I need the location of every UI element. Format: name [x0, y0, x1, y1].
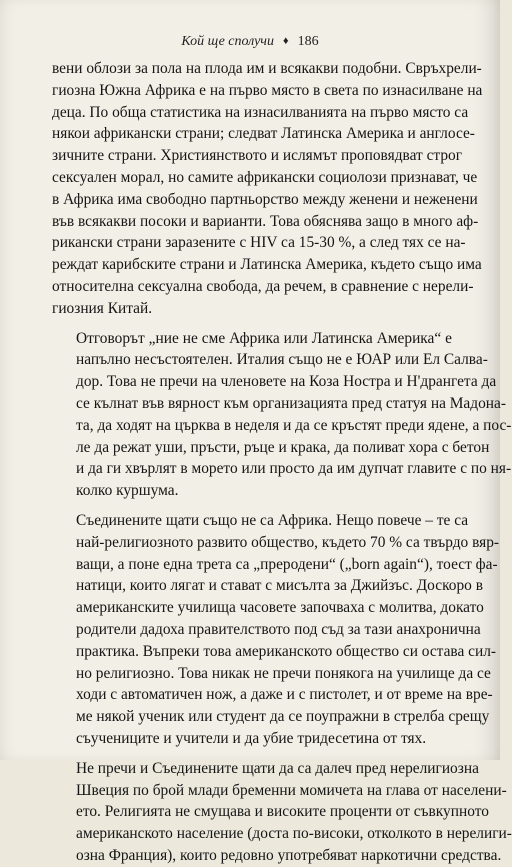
paragraph	[52, 328, 512, 502]
text-line: някои африкански страни; следват Латинска Америка и англосе-	[52, 125, 475, 143]
text-line: практика. Въпреки това американското общество си остава сил-	[76, 642, 497, 660]
text-line: американските училища часовете започваха с молитва, докато	[76, 599, 484, 617]
text-line: вени облози за пола на плода им и всякакви подобни. Свръхрели-	[52, 60, 482, 77]
text-line: озна Франция), които редовно употребяват наркотични средства.	[76, 846, 502, 864]
text-line: ващи, а поне една трета са „преродени“ („born again“), тоест фа-	[76, 555, 498, 573]
text-line: относителна сексуална свобода, да речем, в сравнение с нерели-	[52, 277, 474, 295]
text-line: сексуален морал, но самите африкански социолози признават, че	[52, 168, 478, 186]
text-line: най-религиозното развито общество, където 70 % са твърдо вяр-	[76, 533, 500, 551]
text-line: та, да ходят на църква в неделя и да се кръстят преди ядене, а пос-	[76, 416, 512, 434]
text-line: рикански страни заразените с HIV са 15-30 %, а след тях се на-	[52, 234, 466, 252]
text-line: ле да режат уши, пръсти, ръце и крака, да поливат хора с бетон	[76, 438, 490, 456]
body-text	[52, 58, 512, 867]
text-line: Отговорът „ние не сме Африка или Латинска Америка“ е	[76, 329, 452, 347]
text-line: зичните страни. Християнството и ислямът проповядват строг	[52, 147, 463, 165]
text-line: ходи с автоматичен нож, а даже и с пистолет, и от време на вре-	[76, 686, 493, 704]
text-line: гиозния Китай.	[52, 299, 153, 317]
text-line: ме някой ученик или студент да се поупражни в стрелба срещу	[76, 708, 490, 726]
text-line: но религиозно. Това никак не пречи понякога на училище да се	[76, 664, 491, 682]
text-line: ето. Религията не смущава и високите проценти от съвкупното	[76, 803, 489, 821]
text-line: и да ги хвърлят в морето или просто да им дупчат главите с по ня-	[76, 460, 512, 478]
text-line: колко куршума.	[76, 482, 179, 500]
paragraph	[52, 58, 483, 320]
text-line: родители дадоха правителството под съд за тази анахронична	[76, 620, 481, 638]
running-title: Кой ще сполучи	[181, 34, 274, 49]
text-line: напълно несъстоятелен. Италия също не е ЮАР или Ел Салва-	[76, 351, 488, 369]
text-line: Съединените щати също не са Африка. Нещо повече – те са	[76, 511, 469, 529]
text-line: гиозна Южна Африка е на първо място в света по изнасилване на	[52, 81, 483, 99]
text-line: Не пречи и Съединените щати да са далеч пред нерелигиозна	[76, 759, 479, 777]
text-line: дор. Това не пречи на членовете на Коза Ностра и Н'дрангета да	[76, 373, 497, 391]
text-line: в Африка има свободно партньорство между женени и неженени	[52, 190, 478, 208]
paragraph	[52, 510, 500, 750]
text-line: във всякакви посоки и варианти. Това обяснява защо в много аф-	[52, 212, 479, 230]
text-line: реждат карибските страни и Латинска Америка, където също има	[52, 256, 482, 274]
text-line: съучениците и учители и да убие тридесетина от тях.	[76, 729, 427, 747]
text-line: Швеция по брой млади бременни момичета на глава от населени-	[76, 781, 507, 799]
text-line: се кълнат във вярност към организацията пред статуя на Мадона-	[76, 394, 506, 412]
page-number: 186	[297, 34, 319, 49]
paragraph	[52, 758, 512, 867]
text-line: натици, които лягат и стават с мисълта за Джийзъс. Доскоро в	[76, 577, 483, 595]
text-line: деца. По обща статистика на изнасилванията на първо място са	[52, 103, 469, 121]
running-header	[0, 34, 500, 50]
diamond-separator-icon: ♦	[282, 35, 289, 47]
text-line: американското население (доста по-високи, отколкото в нерелиги-	[76, 825, 512, 843]
